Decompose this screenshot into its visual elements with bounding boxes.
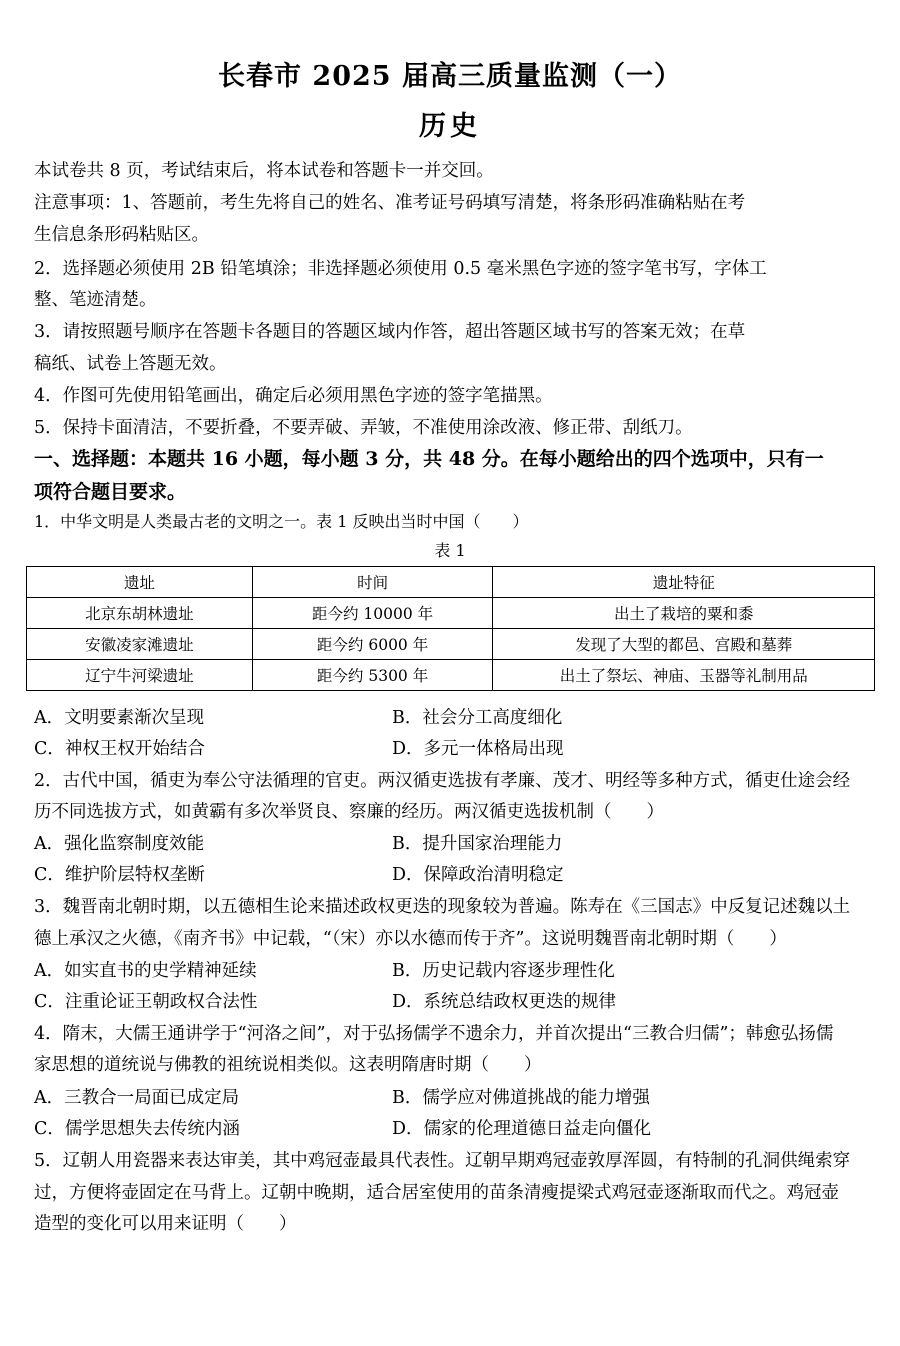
table-cell: 距今约 6000 年 [252,629,493,660]
instruction-line: 4．作图可先使用铅笔画出，确定后必须用黑色字迹的签字笔描黑。 [34,386,553,406]
question-5-stem: 5．辽朝人用瓷器来表达审美，其中鸡冠壶最具代表性。辽朝早期鸡冠壶敦厚浑圆，有特制的孔洞供绳索穿 [34,1151,851,1171]
question-2-stem: 2．古代中国，循吏为奉公守法循理的官吏。两汉循吏选拔有孝廉、茂才、明经等多种方式，循吏仕途会经 [34,771,851,791]
q2-option-c: C．维护阶层特权垄断 [34,865,205,885]
question-5-stem: 过，方便将壶固定在马背上。辽朝中晚期，适合居室使用的苗条清瘦提梁式鸡冠壶逐渐取而代之。鸡冠壶 [34,1183,839,1203]
q3-option-d: D．系统总结政权更迭的规律 [392,992,617,1012]
q1-option-d: D．多元一体格局出现 [392,739,564,759]
q4-option-c: C．儒学思想失去传统内涵 [34,1119,240,1139]
table-caption: 表 1 [434,541,466,560]
q4-option-d: D．儒家的伦理道德日益走向僵化 [392,1119,652,1139]
q2-option-a: A．强化监察制度效能 [34,834,205,854]
table-row [27,598,875,629]
table-header-row [27,567,875,598]
instruction-line: 5．保持卡面清洁，不要折叠，不要弄破、弄皱，不准使用涂改液、修正带、刮纸刀。 [34,418,693,438]
instruction-line: 本试卷共 8 页，考试结束后，将本试卷和答题卡一并交回。 [34,161,494,181]
q2-option-d: D．保障政治清明稳定 [392,865,564,885]
q3-option-c: C．注重论证王朝政权合法性 [34,992,258,1012]
instruction-line: 整、笔迹清楚。 [34,290,157,310]
table-header-cell: 时间 [252,567,493,598]
table-cell: 距今约 10000 年 [252,598,493,629]
exam-title: 长春市 2025 届高三质量监测（一） [218,61,682,92]
section-heading: 一、选择题：本题共 16 小题，每小题 3 分，共 48 分。在每小题给出的四个选项中，只有一 [34,448,824,470]
question-5-stem: 造型的变化可以用来证明（ ） [34,1214,297,1234]
table-cell: 安徽凌家滩遗址 [27,629,253,660]
table-row [27,660,875,691]
table-cell: 出土了祭坛、神庙、玉器等礼制用品 [493,660,875,691]
table-cell: 北京东胡林遗址 [27,598,253,629]
table-cell: 辽宁牛河梁遗址 [27,660,253,691]
q1-option-c: C．神权王权开始结合 [34,739,205,759]
instruction-line: 2．选择题必须使用 2B 铅笔填涂；非选择题必须使用 0.5 毫米黑色字迹的签字笔书写，字体工 [34,259,767,279]
q4-option-b: B．儒学应对佛道挑战的能力增强 [392,1088,650,1108]
instruction-line: 3．请按照题号顺序在答题卡各题目的答题区域内作答，超出答题区域书写的答案无效；在草 [34,322,746,342]
question-4-stem: 4．隋末，大儒王通讲学于“河洛之间”，对于弘扬儒学不遗余力，并首次提出“三教合归儒”；韩愈弘扬儒 [34,1024,834,1044]
q3-option-b: B．历史记载内容逐步理性化 [392,961,615,981]
instruction-line: 注意事项：1、答题前，考生先将自己的姓名、准考证号码填写清楚，将条形码准确粘贴在考 [34,193,746,213]
instruction-line: 稿纸、试卷上答题无效。 [34,354,227,374]
table-cell: 发现了大型的都邑、宫殿和墓葬 [493,629,875,660]
table-header-cell: 遗址 [27,567,253,598]
question-3-stem: 德上承汉之火德，《南齐书》中记载，“（宋）亦以水德而传于齐”。这说明魏晋南北朝时期（ ） [34,929,787,949]
question-3-stem: 3．魏晋南北朝时期，以五德相生论来描述政权更迭的现象较为普遍。陈寿在《三国志》中反复记述魏以土 [34,897,851,917]
table-1 [26,566,875,691]
subject-title: 历史 [419,111,481,142]
q1-option-b: B．社会分工高度细化 [392,708,563,728]
table-header-cell: 遗址特征 [493,567,875,598]
instruction-line: 生信息条形码粘贴区。 [34,225,209,245]
question-2-stem: 历不同选拔方式，如黄霸有多次举贤良、察廉的经历。两汉循吏选拔机制（ ） [34,802,664,822]
question-4-stem: 家思想的道统说与佛教的祖统说相类似。这表明隋唐时期（ ） [34,1055,542,1075]
section-heading: 项符合题目要求。 [34,481,187,503]
table-cell: 出土了栽培的粟和黍 [493,598,875,629]
q4-option-a: A．三教合一局面已成定局 [34,1088,240,1108]
table-cell: 距今约 5300 年 [252,660,493,691]
question-1-stem: 1．中华文明是人类最古老的文明之一。表 1 反映出当时中国（ ） [34,512,529,531]
q1-option-a: A．文明要素渐次呈现 [34,708,205,728]
table-row [27,629,875,660]
q3-option-a: A．如实直书的史学精神延续 [34,961,257,981]
q2-option-b: B．提升国家治理能力 [392,834,563,854]
